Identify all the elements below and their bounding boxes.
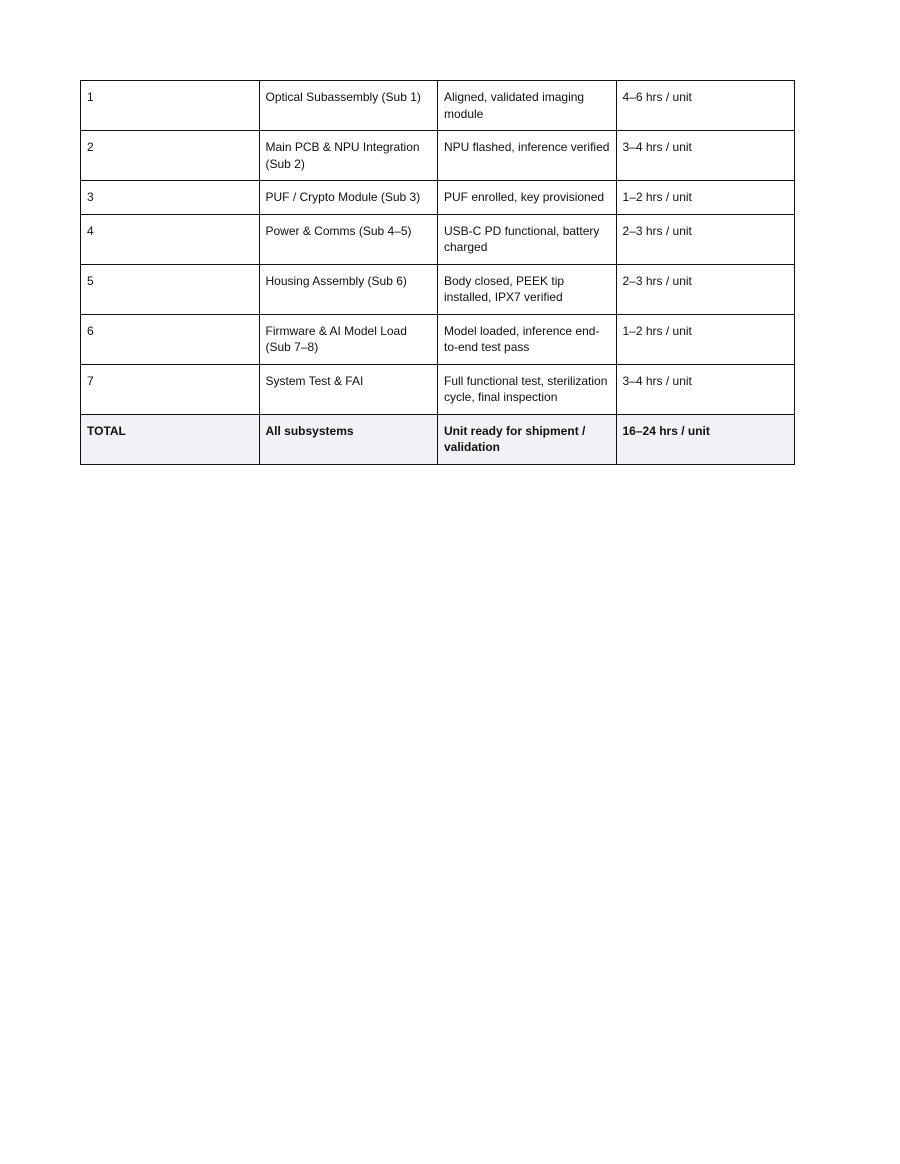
step-cell: 2: [81, 131, 260, 181]
time-cell: 1–2 hrs / unit: [616, 181, 795, 215]
assembly-steps-table: [80, 80, 795, 465]
output-cell: Body closed, PEEK tip installed, IPX7 verified: [438, 264, 617, 314]
table-row: [81, 314, 795, 364]
step-cell: 4: [81, 214, 260, 264]
output-cell: NPU flashed, inference verified: [438, 131, 617, 181]
subsystem-cell: Power & Comms (Sub 4–5): [259, 214, 438, 264]
total-time-cell: 16–24 hrs / unit: [616, 414, 795, 464]
step-cell: 1: [81, 81, 260, 131]
step-cell: 6: [81, 314, 260, 364]
subsystem-cell: Main PCB & NPU Integration (Sub 2): [259, 131, 438, 181]
table-row: [81, 364, 795, 414]
output-cell: PUF enrolled, key provisioned: [438, 181, 617, 215]
total-subsystem-cell: All subsystems: [259, 414, 438, 464]
total-row: [81, 414, 795, 464]
table-row: [81, 214, 795, 264]
table-row: [81, 81, 795, 131]
total-output-cell: Unit ready for shipment / validation: [438, 414, 617, 464]
table-row: [81, 264, 795, 314]
total-step-cell: TOTAL: [81, 414, 260, 464]
time-cell: 2–3 hrs / unit: [616, 264, 795, 314]
table-row: [81, 181, 795, 215]
output-cell: Aligned, validated imaging module: [438, 81, 617, 131]
table-row: [81, 131, 795, 181]
subsystem-cell: Housing Assembly (Sub 6): [259, 264, 438, 314]
time-cell: 4–6 hrs / unit: [616, 81, 795, 131]
subsystem-cell: System Test & FAI: [259, 364, 438, 414]
time-cell: 3–4 hrs / unit: [616, 364, 795, 414]
subsystem-cell: Firmware & AI Model Load (Sub 7–8): [259, 314, 438, 364]
output-cell: USB-C PD functional, battery charged: [438, 214, 617, 264]
time-cell: 3–4 hrs / unit: [616, 131, 795, 181]
subsystem-cell: PUF / Crypto Module (Sub 3): [259, 181, 438, 215]
step-cell: 3: [81, 181, 260, 215]
subsystem-cell: Optical Subassembly (Sub 1): [259, 81, 438, 131]
step-cell: 7: [81, 364, 260, 414]
output-cell: Model loaded, inference end-to-end test pass: [438, 314, 617, 364]
output-cell: Full functional test, sterilization cycle, final inspection: [438, 364, 617, 414]
step-cell: 5: [81, 264, 260, 314]
time-cell: 1–2 hrs / unit: [616, 314, 795, 364]
time-cell: 2–3 hrs / unit: [616, 214, 795, 264]
